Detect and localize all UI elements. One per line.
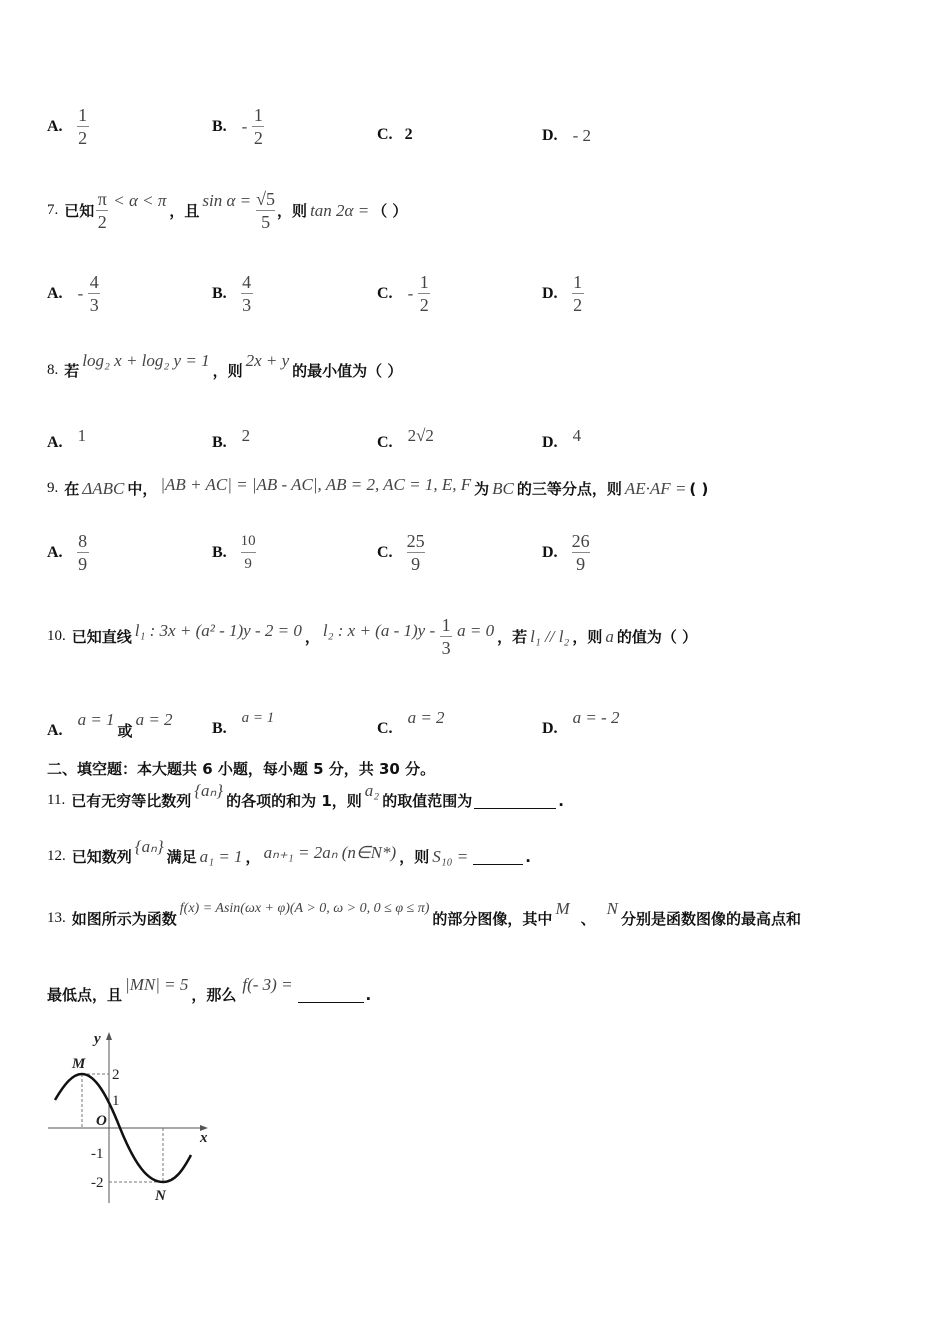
math: log₂ x + log₂ y = 1 [82, 350, 210, 370]
text: 已知 [64, 202, 95, 220]
option-label: B. [212, 720, 227, 737]
text: ，若 [497, 628, 528, 646]
q8-option-b[interactable] [212, 420, 253, 452]
q6-option-d[interactable] [542, 126, 594, 146]
q8-option-d[interactable] [542, 420, 584, 452]
fraction [572, 530, 590, 575]
option-label: D. [542, 284, 558, 302]
q7-option-b[interactable] [212, 271, 255, 316]
point-m-label: M [72, 1056, 86, 1072]
text: 的三等分点，则 [516, 480, 622, 498]
tick-label: -1 [91, 1146, 104, 1162]
tick-label: 1 [112, 1093, 120, 1109]
text: 分别是函数图像的最高点和 [620, 910, 801, 928]
math: a₂ [364, 780, 380, 800]
y-axis-arrow-icon [106, 1032, 112, 1040]
math: BC [492, 478, 514, 498]
text: . [525, 847, 531, 866]
math: a [605, 626, 614, 646]
denominator: 2 [253, 128, 263, 148]
denominator: 5 [261, 212, 271, 232]
option-label: B. [212, 543, 227, 561]
question-number: 13. [47, 910, 66, 926]
text: 最低点，且 [47, 986, 123, 1004]
question-11 [47, 780, 564, 811]
q7-option-a[interactable] [47, 271, 102, 316]
answer-paren: ( ) [689, 479, 709, 498]
denominator: 2 [78, 128, 88, 148]
option-value: 4 [572, 426, 582, 445]
q8-option-c[interactable] [377, 420, 437, 452]
q6-option-b[interactable] [212, 104, 266, 149]
option-label: A. [47, 284, 63, 302]
math: aₙ₊₁ = 2aₙ (n∈N*) [263, 842, 397, 862]
text: 的最小值为（ ） [292, 362, 403, 380]
answer-blank[interactable] [473, 848, 523, 865]
question-number: 11. [47, 792, 66, 808]
text: 的部分图像，其中 [432, 910, 553, 928]
option-label: B. [212, 117, 227, 135]
text: 或 [117, 722, 133, 740]
sine-graph [40, 1025, 220, 1210]
denominator: 3 [441, 638, 451, 658]
math: tan 2α = [310, 200, 370, 220]
fraction [77, 104, 89, 149]
fraction [252, 104, 264, 149]
numerator: 1 [253, 105, 263, 125]
math: sin α = [202, 190, 252, 210]
sign: - [407, 283, 414, 303]
fraction [241, 530, 256, 575]
text: 中， [127, 480, 158, 498]
text: . [558, 791, 564, 810]
text: 已知数列 [71, 848, 132, 866]
text: ，则 [572, 628, 603, 646]
option-label: A. [47, 721, 63, 739]
math: f(x) = Asin(ωx + φ)(A > 0, ω > 0, 0 ≤ φ ≤ π) [179, 900, 430, 916]
math: S₁₀ = [432, 846, 469, 866]
answer-paren: （ ） [372, 202, 408, 220]
q9-option-c[interactable] [377, 530, 427, 575]
text: 的各项的和为 1，则 [226, 792, 362, 810]
option-value: 2 [241, 426, 251, 445]
denominator: 3 [89, 295, 99, 315]
math: a = 0 [457, 620, 495, 640]
numerator: √5 [256, 189, 276, 209]
math: M [555, 898, 570, 918]
question-number: 8. [47, 362, 59, 378]
numerator: 4 [89, 272, 99, 292]
q6-option-c[interactable] [377, 126, 425, 144]
numerator: 25 [406, 531, 425, 551]
text: 已有无穷等比数列 [71, 792, 192, 810]
math: |AB + AC| = |AB - AC|, AB = 2, AC = 1, E, F [160, 474, 472, 494]
math: AE·AF = [624, 478, 687, 498]
fraction [77, 530, 89, 575]
q9-option-a[interactable] [47, 530, 91, 575]
text: 、 [580, 910, 596, 928]
text: ，那么 [191, 986, 237, 1004]
option-value: - 2 [572, 126, 591, 145]
math: l₂ : x + (a - 1)y - [322, 620, 436, 640]
text: ， [245, 848, 261, 866]
math: {aₙ} [134, 836, 164, 856]
option-label: C. [377, 720, 393, 737]
option-label: C. [377, 434, 393, 451]
fraction [88, 271, 100, 316]
fraction [418, 271, 430, 316]
denominator: 2 [419, 295, 429, 315]
point-n-label: N [155, 1188, 166, 1204]
math: < α < π [113, 190, 167, 210]
q10-option-b[interactable] [212, 698, 277, 738]
option-label: D. [542, 543, 558, 561]
option-label: C. [377, 543, 393, 561]
answer-blank[interactable] [474, 792, 556, 809]
q10-option-a[interactable] [47, 698, 176, 741]
text: ，则 [277, 202, 308, 220]
numerator: π [97, 189, 107, 209]
question-number: 12. [47, 848, 66, 864]
q6-option-a[interactable] [47, 104, 91, 149]
q10-option-d[interactable] [542, 698, 622, 738]
numerator: 4 [242, 272, 252, 292]
option-label: C. [377, 126, 393, 143]
fraction [572, 271, 584, 316]
q9-option-b[interactable] [212, 530, 258, 575]
origin-label: O [96, 1113, 107, 1129]
text: ，则 [399, 848, 430, 866]
math: |MN| = 5 [125, 974, 189, 994]
fraction [407, 530, 425, 575]
option-value: 2√2 [407, 426, 434, 445]
option-label: D. [542, 720, 558, 737]
q7-option-d[interactable] [542, 271, 586, 316]
question-10 [47, 614, 697, 659]
option-label: D. [542, 127, 558, 144]
text: 的取值范围为 [382, 792, 473, 810]
math: N [606, 898, 618, 918]
fraction [256, 188, 275, 233]
question-13-cont [47, 974, 372, 1005]
option-value: a = 2 [407, 708, 445, 727]
option-value: a = - 2 [572, 708, 620, 727]
x-axis-label: x [200, 1130, 208, 1146]
sign: - [241, 116, 248, 136]
section-heading: 二、填空题：本大题共 6 小题，每小题 5 分，共 30 分。 [47, 760, 436, 778]
text: 的值为（ ） [616, 628, 698, 646]
question-number: 7. [47, 202, 59, 218]
math: {aₙ} [194, 780, 224, 800]
q10-option-c[interactable] [377, 698, 448, 738]
text: ，且 [169, 202, 200, 220]
text: ，则 [212, 362, 243, 380]
numerator: 26 [571, 531, 590, 551]
text: ， [304, 628, 320, 646]
text: 已知直线 [71, 628, 132, 646]
fraction [440, 614, 452, 659]
text: 满足 [166, 848, 197, 866]
numerator: 1 [573, 272, 583, 292]
question-9 [47, 474, 709, 499]
option-label: A. [47, 543, 63, 561]
option-label: B. [212, 284, 227, 302]
denominator: 3 [242, 295, 252, 315]
option-label: A. [47, 434, 63, 451]
question-number: 9. [47, 480, 59, 496]
fraction [241, 271, 253, 316]
tick-label: -2 [91, 1175, 104, 1191]
denominator: 2 [97, 212, 107, 232]
text: 若 [64, 362, 80, 380]
math: f(- 3) = [242, 974, 293, 994]
question-8 [47, 350, 403, 381]
option-value: 1 [77, 426, 87, 445]
q9-option-d[interactable] [542, 530, 592, 575]
math: a₁ = 1 [199, 846, 243, 866]
option-label: A. [47, 117, 63, 135]
fraction [96, 188, 108, 233]
text: 在 [64, 480, 80, 498]
question-number: 10. [47, 628, 66, 644]
text: . [365, 985, 372, 1004]
numerator: 1 [441, 615, 451, 635]
math: l₁ // l₂ [530, 626, 570, 646]
option-value: a = 1 [241, 709, 275, 726]
numerator: 10 [240, 533, 256, 549]
option-label: C. [377, 284, 393, 302]
math: 2x + y [245, 350, 290, 370]
option-label: D. [542, 434, 558, 451]
denominator: 9 [244, 556, 252, 572]
math: l₁ : 3x + (a² - 1)y - 2 = 0 [134, 620, 302, 640]
option-value: a = 2 [135, 709, 173, 729]
option-value: a = 1 [77, 709, 115, 729]
question-12 [47, 836, 531, 867]
q7-option-c[interactable] [377, 271, 432, 316]
sign: - [77, 283, 84, 303]
tick-label: 2 [112, 1067, 120, 1083]
question-7 [47, 188, 407, 233]
math: ΔABC [82, 478, 125, 498]
y-axis-label: y [94, 1031, 101, 1047]
option-label: B. [212, 434, 227, 451]
numerator: 8 [78, 531, 88, 551]
q8-option-a[interactable] [47, 420, 89, 452]
answer-blank[interactable] [298, 986, 364, 1003]
option-value: 2 [404, 126, 413, 143]
denominator: 9 [576, 554, 586, 574]
question-13 [47, 898, 801, 929]
denominator: 9 [411, 554, 421, 574]
denominator: 2 [573, 295, 583, 315]
numerator: 1 [78, 105, 88, 125]
text: 如图所示为函数 [71, 910, 177, 928]
denominator: 9 [78, 554, 88, 574]
text: 为 [474, 480, 490, 498]
numerator: 1 [419, 272, 429, 292]
